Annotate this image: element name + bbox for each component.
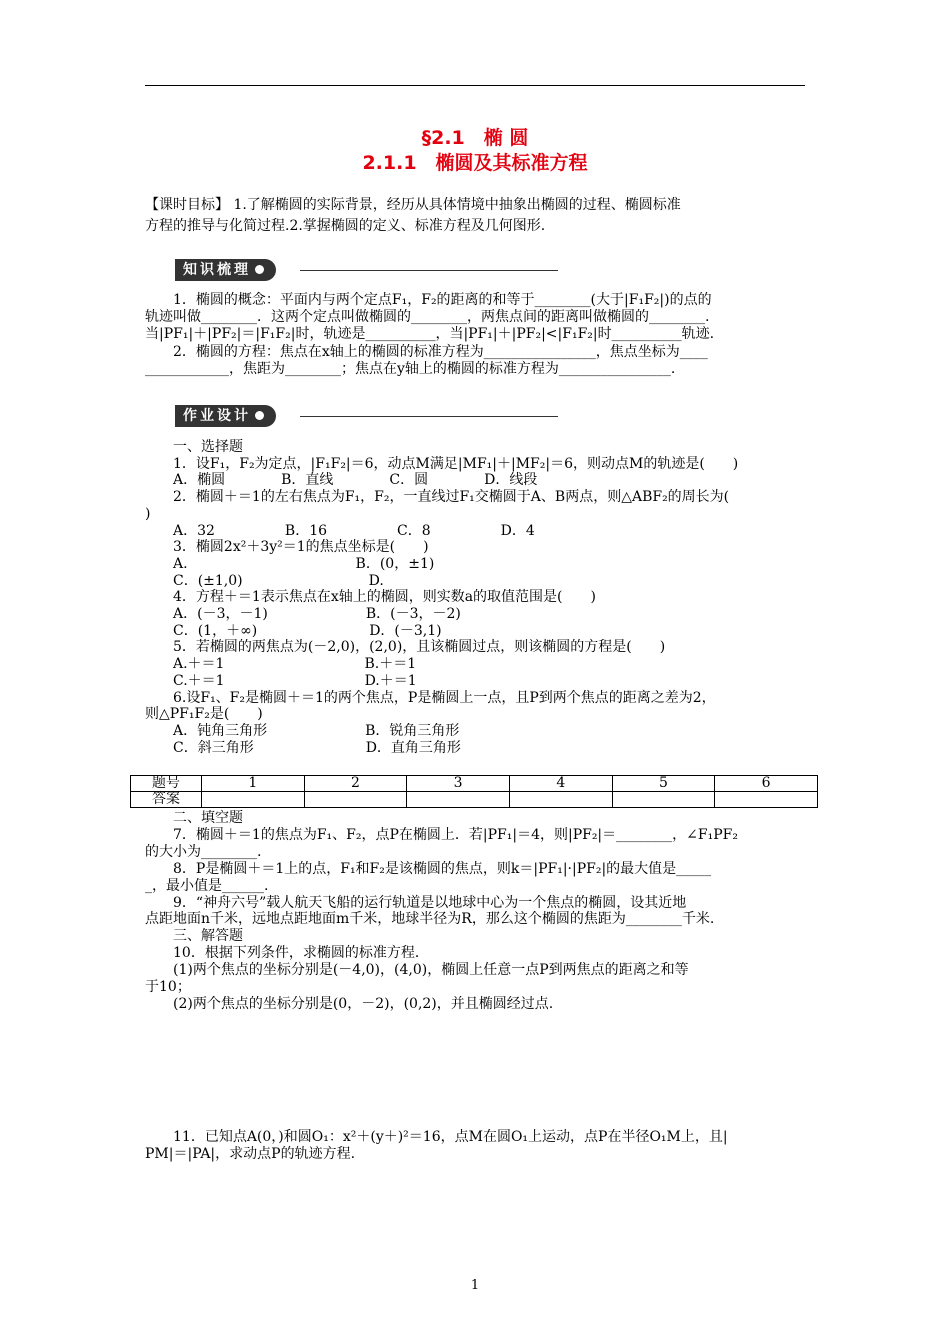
- text-line: 5．若椭圆的两焦点为(－2,0)，(2,0)，且该椭圆过点，则该椭圆的方程是( ): [145, 639, 666, 656]
- answer-table: [130, 775, 818, 808]
- text-line: 1．椭圆的概念：平面内与两个定点F₁，F₂的距离的和等于________(大于|F₁F₂|)的点的: [145, 292, 712, 308]
- text-line: ): [145, 505, 151, 522]
- objectives-line: 方程的推导与化简过程.2.掌握椭圆的定义、标准方程及几何图形.: [145, 218, 546, 234]
- objectives: [145, 195, 810, 237]
- text-line: 当|PF₁|＋|PF₂|＝|F₁F₂|时，轨迹是__________，当|PF₁|＋|PF₂|<|F₁F₂|时__________轨迹.: [145, 326, 715, 343]
- text-line: 点距地面n千米，远地点距地面m千米，地球半径为R，那么这个椭圆的焦距为________千米.: [145, 911, 715, 928]
- text-line: A.＋＝1 B.＋＝1: [145, 656, 417, 673]
- answer-cell[interactable]: [715, 792, 818, 808]
- text-line: 7．椭圆＋＝1的焦点为F₁、F₂，点P在椭圆上．若|PF₁|＝4，则|PF₂|＝________，∠F₁PF₂: [145, 826, 738, 843]
- header-rule: [145, 85, 805, 86]
- answer-table-answer-row: [131, 792, 818, 808]
- answer-cell[interactable]: [407, 792, 510, 808]
- text-line: 3．椭圆2x²＋3y²＝1的焦点坐标是( ): [145, 539, 429, 556]
- table-header-cell: 2: [304, 776, 407, 792]
- text-line: A．(－3，－1) B．(－3，－2): [145, 606, 461, 622]
- text-line: 1．设F₁，F₂为定点，|F₁F₂|＝6，动点M满足|MF₁|＋|MF₂|＝6，则动点M的轨迹是( ): [145, 455, 739, 472]
- text-line: 9．“神舟六号”载人航天飞船的运行轨道是以地球中心为一个焦点的椭圆，设其近地: [145, 894, 687, 911]
- table-header-cell: 4: [509, 776, 612, 792]
- page-number: 1: [470, 1278, 480, 1293]
- answer-cell[interactable]: [612, 792, 715, 808]
- table-header-cell: 6: [715, 776, 818, 792]
- knowledge-banner: [175, 259, 276, 283]
- text-line: 的大小为________.: [145, 843, 262, 860]
- homework-banner: [175, 405, 276, 429]
- banner-rule: [300, 270, 558, 271]
- text-line: 一、选择题: [145, 439, 243, 455]
- text-line: 三、解答题: [145, 928, 243, 945]
- answer-cell[interactable]: [304, 792, 407, 808]
- text-line: A．椭圆 B．直线 C．圆 D．线段: [145, 472, 538, 489]
- answer-cell[interactable]: [509, 792, 612, 808]
- text-line: C．(±1,0) D.: [145, 572, 384, 589]
- knowledge-banner-label: 知识梳理: [183, 262, 251, 278]
- text-line: C．(1，＋∞) D．(－3,1): [145, 622, 442, 639]
- text-line: 2．椭圆＋＝1的左右焦点为F₁，F₂，一直线过F₁交椭圆于A、B两点，则△ABF₂的周长为(: [145, 489, 730, 506]
- text-line: PM|＝|PA|，求动点P的轨迹方程.: [145, 1146, 356, 1162]
- table-header-cell: 5: [612, 776, 715, 792]
- table-header-cell: 3: [407, 776, 510, 792]
- homework-banner-tab: [175, 405, 276, 427]
- text-line: 11．已知点A(0，)和圆O₁：x²＋(y＋)²＝16，点M在圆O₁上运动，点P在半径O₁M上，且|: [145, 1129, 728, 1145]
- text-line: A. B．(0，±1): [145, 555, 435, 572]
- text-line: 8．P是椭圆＋＝1上的点，F₁和F₂是该椭圆的焦点，则k＝|PF₁|·|PF₂|的最大值是_____: [145, 860, 712, 877]
- section-title: §2.1 椭 圆: [421, 127, 529, 149]
- text-line: 于10；: [145, 979, 191, 995]
- subsection-title: 2.1.1 椭圆及其标准方程: [362, 152, 588, 174]
- bullet-dot-icon: [255, 265, 264, 274]
- text-line: A．钝角三角形 B．锐角三角形: [145, 722, 460, 739]
- text-line: ____________，焦距为________；焦点在y轴上的椭圆的标准方程为________________.: [145, 360, 676, 377]
- text-line: (2)两个焦点的坐标分别是(0，－2)，(0,2)，并且椭圆经过点.: [145, 995, 554, 1012]
- knowledge-banner-tab: [175, 259, 276, 281]
- text-line: 10．根据下列条件，求椭圆的标准方程．: [145, 945, 429, 962]
- text-line: 6.设F₁、F₂是椭圆＋＝1的两个焦点，P是椭圆上一点，且P到两个焦点的距离之差为2，: [145, 689, 716, 706]
- bullet-dot-icon: [255, 411, 264, 420]
- text-line: A．32 B．16 C．8 D．4: [145, 522, 535, 539]
- text-line: 4．方程＋＝1表示焦点在x轴上的椭圆，则实数a的取值范围是( ): [145, 589, 596, 606]
- text-line: 2．椭圆的方程：焦点在x轴上的椭圆的标准方程为________________，焦点坐标为____: [145, 343, 708, 360]
- answer-cell[interactable]: [202, 792, 305, 808]
- text-line: 则△PF₁F₂是( ): [145, 706, 263, 723]
- table-header-cell: 1: [202, 776, 305, 792]
- answer-table-header-row: [131, 776, 818, 792]
- table-header-label: 题号: [131, 776, 202, 792]
- table-answer-label: 答案: [131, 792, 202, 808]
- text-line: 轨迹叫做________．这两个定点叫做椭圆的________，两焦点间的距离叫做椭圆的________.: [145, 309, 710, 326]
- banner-rule: [300, 416, 558, 417]
- text-line: (1)两个焦点的坐标分别是(－4,0)，(4,0)，椭圆上任意一点P到两焦点的距离之和等: [145, 962, 689, 979]
- text-line: _，最小值是______.: [145, 877, 269, 894]
- homework-banner-label: 作业设计: [183, 408, 251, 424]
- objectives-line: 【课时目标】 1.了解椭圆的实际背景，经历从具体情境中抽象出椭圆的过程、椭圆标准: [145, 197, 681, 213]
- text-line: 二、填空题: [145, 810, 243, 826]
- text-line: C.＋＝1 D.＋＝1: [145, 672, 417, 689]
- text-line: C．斜三角形 D．直角三角形: [145, 739, 461, 756]
